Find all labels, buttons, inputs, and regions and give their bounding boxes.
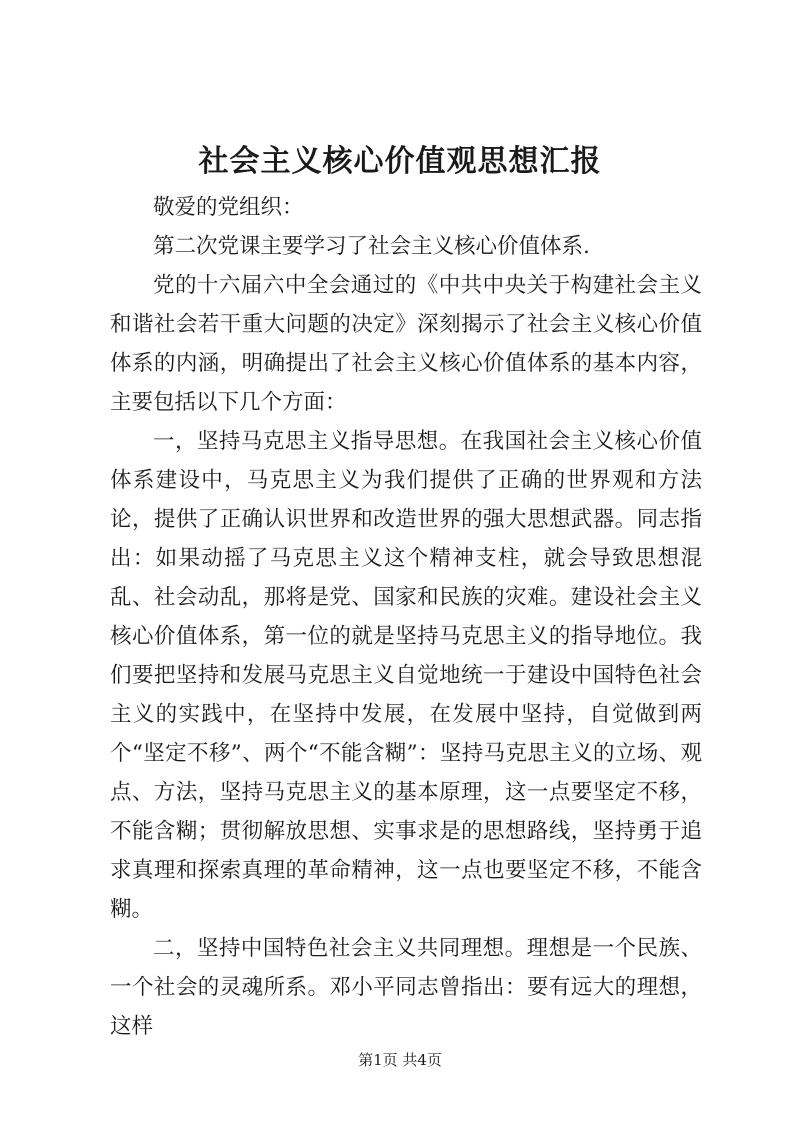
paragraph: 第二次党课主要学习了社会主义核心价值体系. bbox=[153, 234, 590, 259]
document-body bbox=[110, 188, 702, 1046]
document-title: 社会主义核心价值观思想汇报 bbox=[198, 144, 602, 179]
paragraph: 一，坚持马克思主义指导思想。在我国社会主义核心价值体系建设中，马克思主义为我们提供了正确的世界观和方法论，提供了正确认识世界和改造世界的强大思想武器。同志指出：如果动摇了马克思主义这个精神支柱，就会导致思想混乱、社会动乱，那将是党、国家和民族的灾难。建设社会主义核心价值体系，第一位的就是坚持马克思主义的指导地位。我们要把坚持和发展马克思主义自觉地统一于建设中国特色社会主义的实践中，在坚持中发展，在发展中坚持，自觉做到两个“坚定不移”、两个“不能含糊”：坚持马克思主义的立场、观点、方法，坚持马克思主义的基本原理，这一点要坚定不移，不能含糊；贯彻解放思想、实事求是的思想路线，坚持勇于追求真理和探索真理的革命精神，这一点也要坚定不移，不能含糊。 bbox=[110, 429, 702, 922]
page-footer: 第1页 共4页 bbox=[358, 1051, 442, 1069]
paragraph: 二，坚持中国特色社会主义共同理想。理想是一个民族、一个社会的灵魂所系。邓小平同志曾指出：要有远大的理想，这样 bbox=[110, 936, 702, 1039]
salutation: 敬爱的党组织： bbox=[153, 195, 304, 220]
paragraph: 党的十六届六中全会通过的《中共中央关于构建社会主义和谐社会若干重大问题的决定》深刻揭示了社会主义核心价值体系的内涵，明确提出了社会主义核心价值体系的基本内容，主要包括以下几个方面： bbox=[110, 273, 702, 415]
